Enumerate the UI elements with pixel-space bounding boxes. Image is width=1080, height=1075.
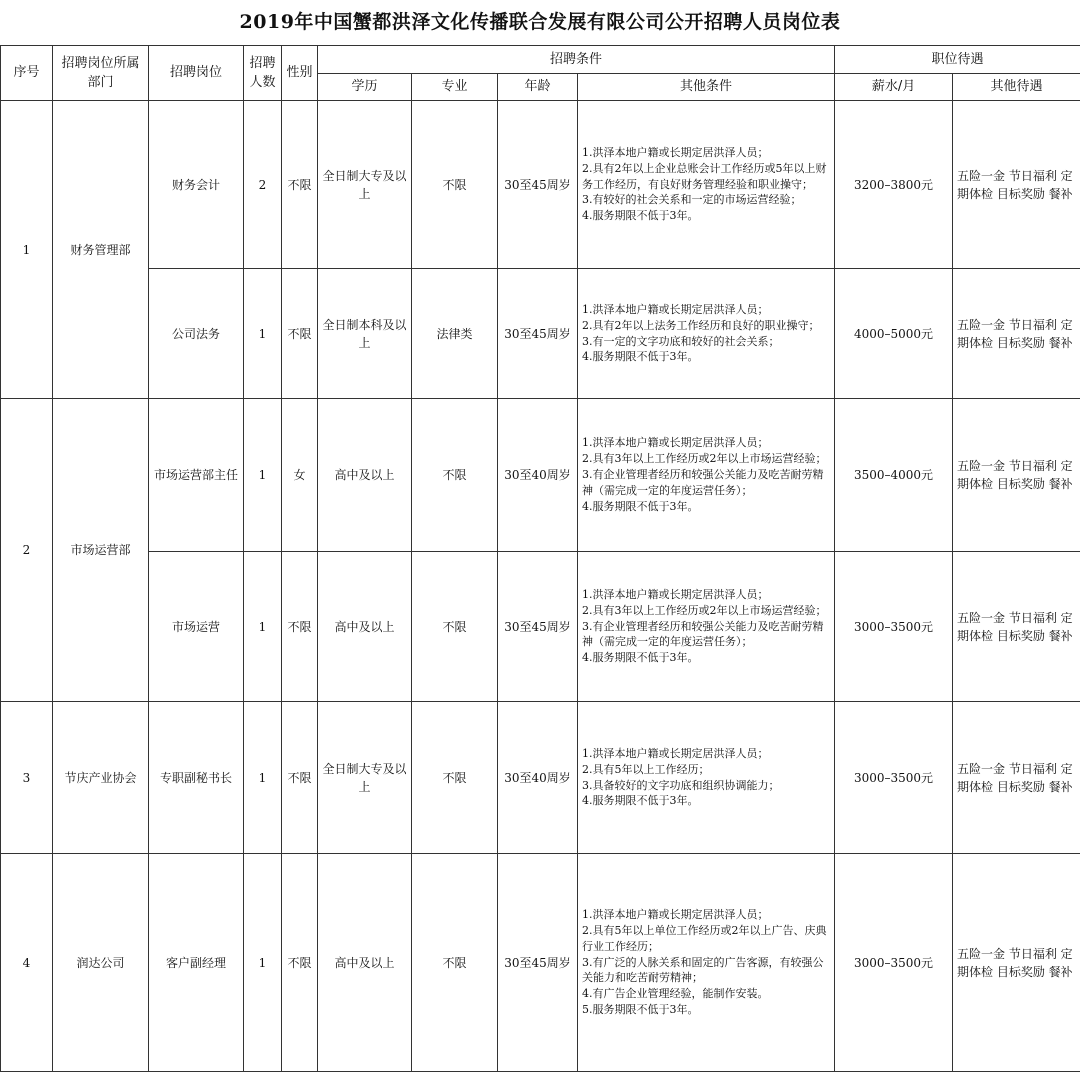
salary-cell: 3000–3500元 <box>835 552 953 702</box>
header-position: 招聘岗位 <box>149 46 244 101</box>
conditions-cell <box>578 269 835 399</box>
seq-cell: 2 <box>1 399 53 702</box>
age-cell: 30至45周岁 <box>498 101 578 269</box>
salary-cell: 3500–4000元 <box>835 399 953 552</box>
gender-cell: 不限 <box>282 552 318 702</box>
table-row <box>1 702 1080 854</box>
conditions-cell <box>578 702 835 854</box>
major-cell: 不限 <box>412 854 498 1072</box>
education-cell: 全日制大专及以上 <box>318 702 412 854</box>
major-cell: 不限 <box>412 399 498 552</box>
count-cell: 1 <box>244 399 282 552</box>
table-row <box>1 854 1080 1072</box>
benefits-cell: 五险一金 节日福利 定期体检 目标奖励 餐补 <box>953 702 1080 854</box>
age-cell: 30至45周岁 <box>498 552 578 702</box>
education-cell: 高中及以上 <box>318 854 412 1072</box>
gender-cell: 不限 <box>282 101 318 269</box>
condition-line: 1.洪泽本地户籍或长期定居洪泽人员； <box>582 145 769 159</box>
condition-line: 3.有较好的社会关系和一定的市场运营经验； <box>582 193 802 207</box>
dept-cell: 财务管理部 <box>53 101 149 399</box>
position-cell: 财务会计 <box>149 101 244 269</box>
conditions-cell <box>578 101 835 269</box>
major-cell: 不限 <box>412 552 498 702</box>
condition-line: 2.具有2年以上法务工作经历和良好的职业操守； <box>582 318 820 332</box>
gender-cell: 不限 <box>282 269 318 399</box>
header-gender: 性别 <box>282 46 318 101</box>
condition-line: 2.具有2年以上企业总账会计工作经历或5年以上财务工作经历，有良好财务管理经验和职业操守； <box>582 161 827 191</box>
benefits-cell: 五险一金 节日福利 定期体检 目标奖励 餐补 <box>953 854 1080 1072</box>
major-cell: 不限 <box>412 101 498 269</box>
conditions-cell <box>578 854 835 1072</box>
count-cell: 1 <box>244 269 282 399</box>
education-cell: 全日制本科及以上 <box>318 269 412 399</box>
conditions-cell <box>578 399 835 552</box>
dept-cell: 市场运营部 <box>53 399 149 702</box>
count-cell: 1 <box>244 854 282 1072</box>
seq-cell: 3 <box>1 702 53 854</box>
condition-line: 4.服务期限不低于3年。 <box>582 350 699 364</box>
dept-cell: 润达公司 <box>53 854 149 1072</box>
condition-line: 1.洪泽本地户籍或长期定居洪泽人员； <box>582 907 769 921</box>
conditions-cell <box>578 552 835 702</box>
condition-line: 3.有广泛的人脉关系和固定的广告客源，有较强公关能力和吃苦耐劳精神； <box>582 955 824 985</box>
benefits-cell: 五险一金 节日福利 定期体检 目标奖励 餐补 <box>953 101 1080 269</box>
age-cell: 30至45周岁 <box>498 269 578 399</box>
header-treatment: 职位待遇 <box>835 46 1080 74</box>
salary-cell: 3200–3800元 <box>835 101 953 269</box>
condition-line: 2.具有3年以上工作经历或2年以上市场运营经验； <box>582 452 827 466</box>
header-salary: 薪水/月 <box>835 74 953 101</box>
gender-cell: 不限 <box>282 854 318 1072</box>
education-cell: 高中及以上 <box>318 399 412 552</box>
condition-line: 1.洪泽本地户籍或长期定居洪泽人员； <box>582 436 769 450</box>
seq-cell: 1 <box>1 101 53 399</box>
gender-cell: 女 <box>282 399 318 552</box>
age-cell: 30至40周岁 <box>498 399 578 552</box>
count-cell: 1 <box>244 702 282 854</box>
table-row <box>1 399 1080 552</box>
condition-line: 1.洪泽本地户籍或长期定居洪泽人员； <box>582 587 769 601</box>
condition-line: 3.具备较好的文字功底和组织协调能力； <box>582 778 780 792</box>
condition-line: 5.服务期限不低于3年。 <box>582 1003 699 1017</box>
benefits-cell: 五险一金 节日福利 定期体检 目标奖励 餐补 <box>953 269 1080 399</box>
condition-line: 3.有企业管理者经历和较强公关能力及吃苦耐劳精神（需完成一定的年度运营任务）； <box>582 468 824 497</box>
benefits-cell: 五险一金 节日福利 定期体检 目标奖励 餐补 <box>953 399 1080 552</box>
salary-cell: 3000–3500元 <box>835 854 953 1072</box>
dept-cell: 节庆产业协会 <box>53 702 149 854</box>
header-count: 招聘人数 <box>244 46 282 101</box>
header-major: 专业 <box>412 74 498 101</box>
major-cell: 不限 <box>412 702 498 854</box>
header-conditions: 招聘条件 <box>318 46 835 74</box>
benefits-cell: 五险一金 节日福利 定期体检 目标奖励 餐补 <box>953 552 1080 702</box>
position-cell: 市场运营部主任 <box>149 399 244 552</box>
condition-line: 3.有一定的文字功底和较好的社会关系； <box>582 334 780 348</box>
condition-line: 1.洪泽本地户籍或长期定居洪泽人员； <box>582 746 769 760</box>
condition-line: 4.服务期限不低于3年。 <box>582 499 699 513</box>
condition-line: 4.有广告企业管理经验，能制作安装。 <box>582 987 769 1001</box>
age-cell: 30至40周岁 <box>498 702 578 854</box>
condition-line: 1.洪泽本地户籍或长期定居洪泽人员； <box>582 302 769 316</box>
header-benefits: 其他待遇 <box>953 74 1080 101</box>
table-row <box>1 101 1080 269</box>
condition-line: 4.服务期限不低于3年。 <box>582 209 699 223</box>
position-cell: 专职副秘书长 <box>149 702 244 854</box>
recruitment-table <box>0 45 1080 1072</box>
age-cell: 30至45周岁 <box>498 854 578 1072</box>
seq-cell: 4 <box>1 854 53 1072</box>
major-cell: 法律类 <box>412 269 498 399</box>
table-body <box>1 101 1080 1072</box>
condition-line: 3.有企业管理者经历和较强公关能力及吃苦耐劳精神（需完成一定的年度运营任务）； <box>582 619 824 649</box>
table-row <box>1 269 1080 399</box>
gender-cell: 不限 <box>282 702 318 854</box>
header-other: 其他条件 <box>578 74 835 101</box>
condition-line: 2.具有3年以上工作经历或2年以上市场运营经验； <box>582 603 827 617</box>
page-title: 2019年中国蟹都洪泽文化传播联合发展有限公司公开招聘人员岗位表 <box>239 11 841 33</box>
education-cell: 高中及以上 <box>318 552 412 702</box>
education-cell: 全日制大专及以上 <box>318 101 412 269</box>
header-education: 学历 <box>318 74 412 101</box>
count-cell: 1 <box>244 552 282 702</box>
position-cell: 市场运营 <box>149 552 244 702</box>
condition-line: 2.具有5年以上单位工作经历或2年以上广告、庆典行业工作经历； <box>582 923 827 953</box>
header-age: 年龄 <box>498 74 578 101</box>
header-dept: 招聘岗位所属部门 <box>53 46 149 101</box>
position-cell: 客户副经理 <box>149 854 244 1072</box>
condition-line: 4.服务期限不低于3年。 <box>582 651 699 665</box>
table-row <box>1 552 1080 702</box>
position-cell: 公司法务 <box>149 269 244 399</box>
salary-cell: 3000–3500元 <box>835 702 953 854</box>
condition-line: 4.服务期限不低于3年。 <box>582 794 699 808</box>
salary-cell: 4000–5000元 <box>835 269 953 399</box>
condition-line: 2.具有5年以上工作经历； <box>582 762 710 776</box>
count-cell: 2 <box>244 101 282 269</box>
header-seq: 序号 <box>1 46 53 101</box>
